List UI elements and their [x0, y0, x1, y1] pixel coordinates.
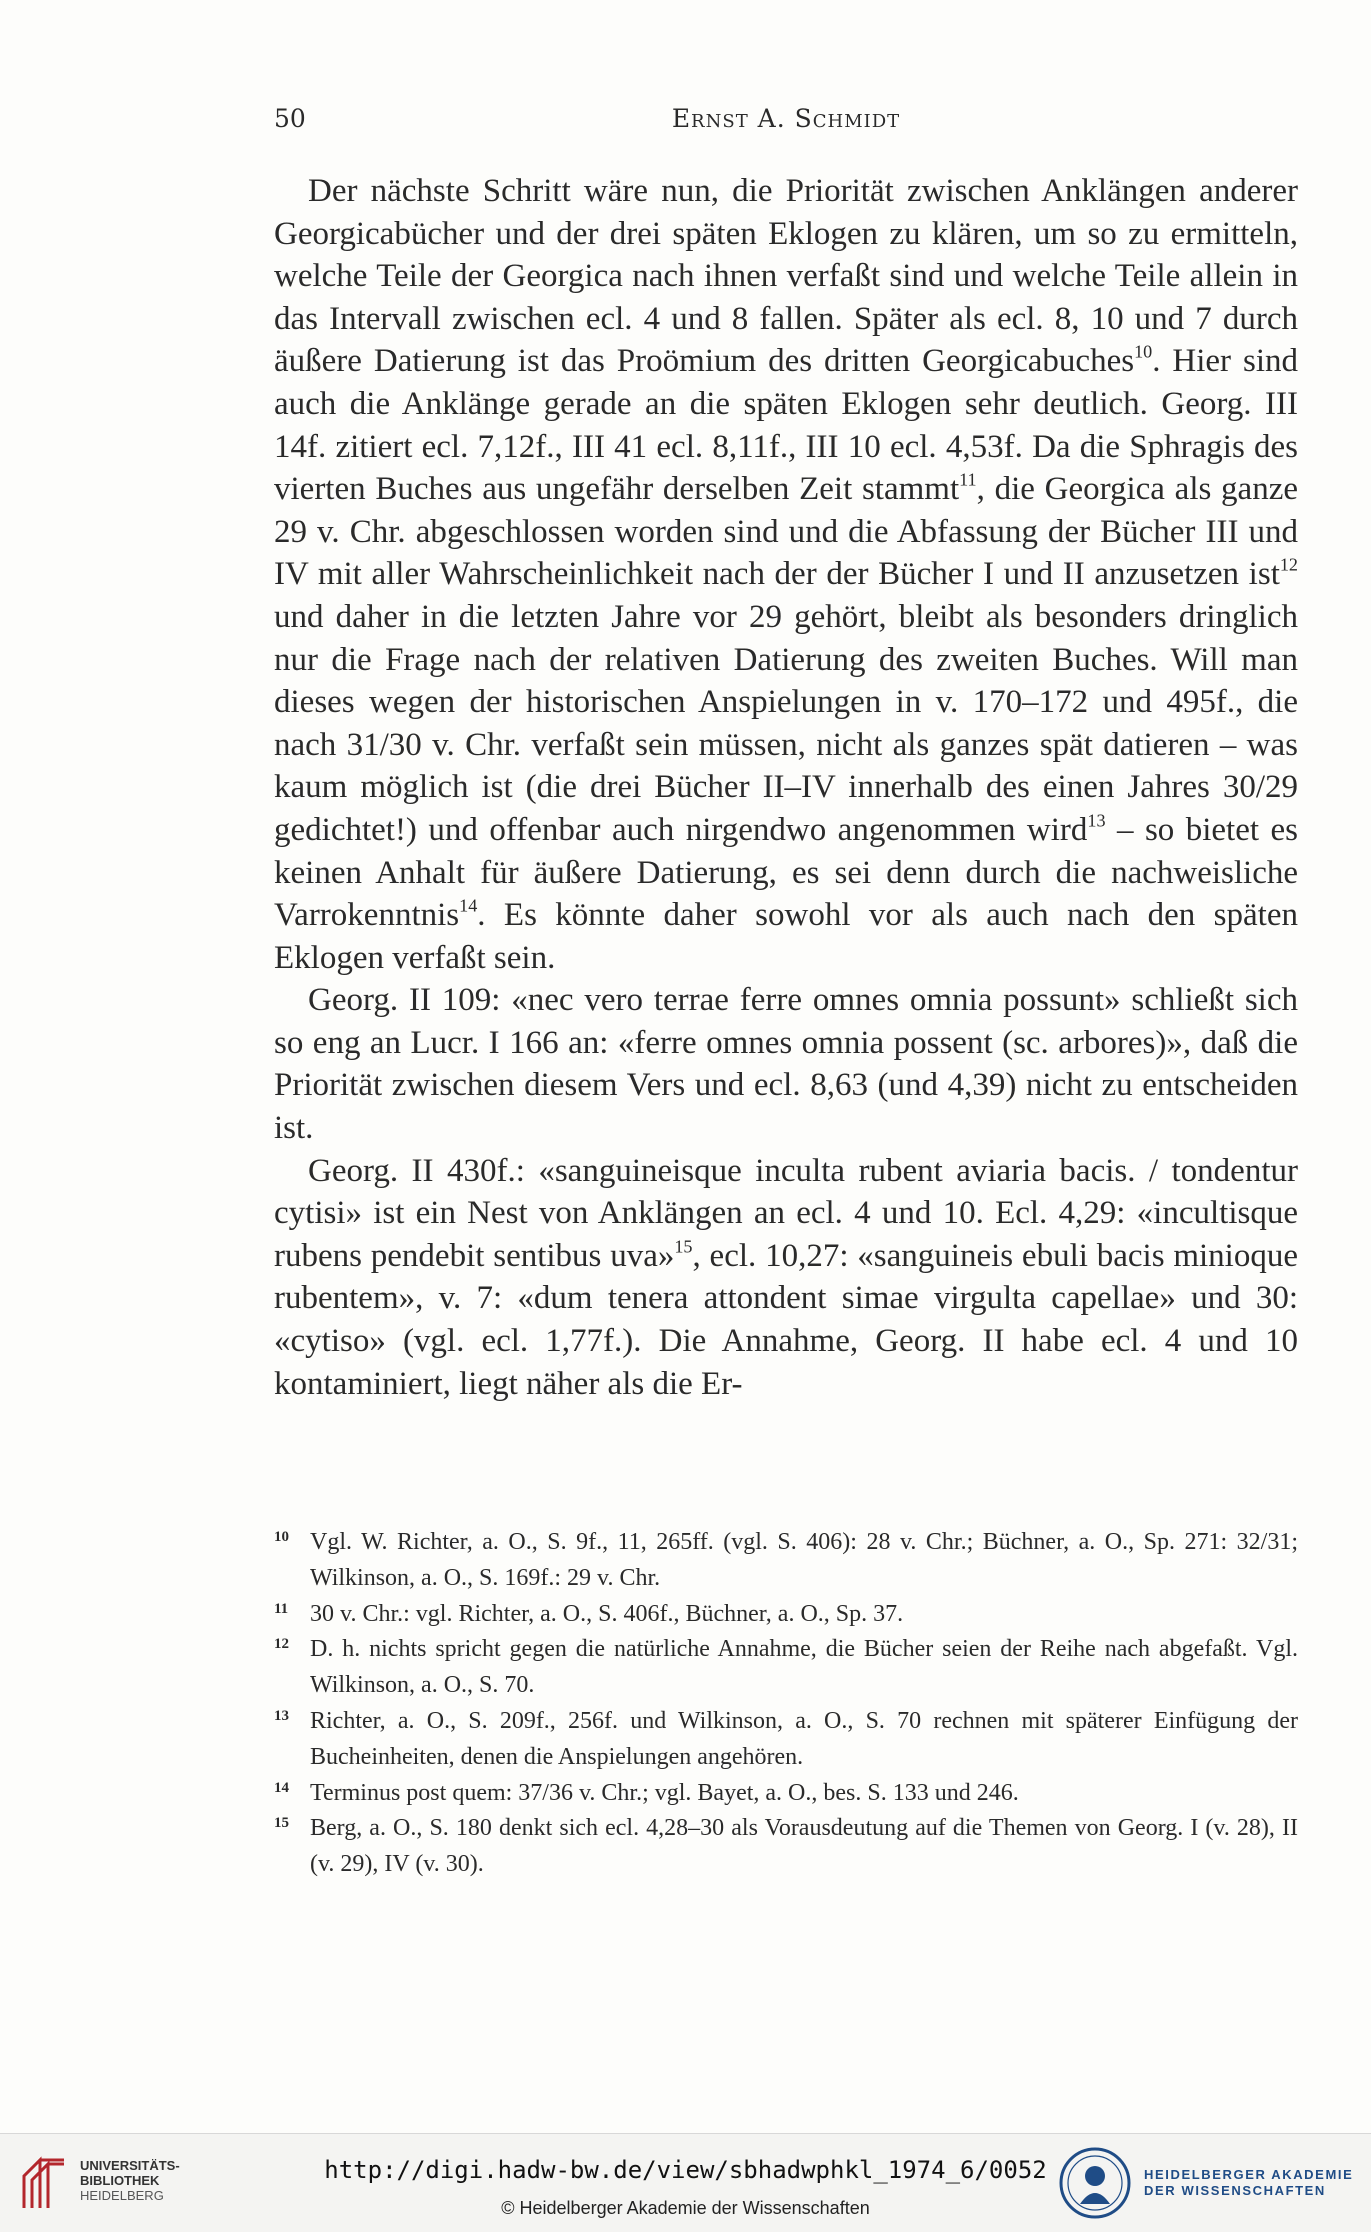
body-paragraph: [274, 979, 1298, 1149]
footnote: [274, 1776, 1298, 1812]
permalink[interactable]: http://digi.hadw-bw.de/view/sbhadwphkl_1974_6/0052: [324, 2156, 1047, 2184]
footnote-number: 11: [274, 1600, 289, 1617]
footnote-reference: 14: [459, 895, 478, 916]
text-run: Der nächste Schritt wäre nun, die Priorität zwischen Anklängen anderer Georgicabücher und der drei späten Eklogen zu klären, um so zu ermitteln, welche Teile der Georgica nach ihnen verfaßt sind und welche Teile allein in das Intervall zwischen ecl. 4 und 8 fallen. Später als ecl. 8, 10 und 7 durch äußere Datierung ist das Proömium des dritten Georgicabuches: [274, 173, 1298, 380]
footnote: [274, 1597, 1298, 1633]
body-paragraph: [274, 1150, 1298, 1406]
footnote-text: Berg, a. O., S. 180 denkt sich ecl. 4,28–30 als Vorausdeutung auf die Themen von Georg. I (v. 28), II (v. 29), IV (v. 30).: [310, 1815, 1298, 1878]
university-library-name: UNIVERSITÄTS- BIBLIOTHEK HEIDELBERG: [80, 2158, 180, 2203]
footnote-reference: 15: [674, 1236, 693, 1257]
copyright-notice: © Heidelberger Akademie der Wissenschaften: [501, 2198, 870, 2218]
footnote-text: 30 v. Chr.: vgl. Richter, a. O., S. 406f., Büchner, a. O., Sp. 37.: [310, 1600, 904, 1627]
footnote-text: D. h. nichts spricht gegen die natürliche Annahme, die Bücher seien der Reihe nach abgefaßt. Vgl. Wilkinson, a. O., S. 70.: [310, 1636, 1298, 1699]
text-run: Georg. II 430f.: «sanguineisque inculta rubent aviaria bacis. / tondentur cytisi» ist ein Nest von Anklängen an ecl. 4 und 10. Ecl. 4,29: «incultisque rubens pendebit sentibus uva»: [274, 1152, 1298, 1274]
footnote-text: Vgl. W. Richter, a. O., S. 9f., 11, 265ff. (vgl. S. 406): 28 v. Chr.; Büchner, a. O., Sp. 271: 32/31; Wilkinson, a. O., S. 169f.: 29 v. Chr.: [310, 1529, 1298, 1591]
footnote-number: 14: [274, 1779, 289, 1796]
running-title: Ernst A. Schmidt: [671, 104, 901, 133]
footnote-reference: 13: [1087, 810, 1106, 831]
footnote: [274, 1525, 1298, 1597]
academy-name: HEIDELBERGER AKADEMIE DER WISSENSCHAFTEN: [1144, 2167, 1354, 2198]
footnote-reference: 10: [1134, 341, 1153, 362]
footnote-number: 13: [274, 1707, 289, 1724]
text-run: . Hier sind auch die Anklänge gerade an die späten Eklogen sehr deutlich. Georg. III 14f. zitiert ecl. 7,12f., III 41 ecl. 8,11f., III 10 ecl. 4,53f. Da die Sphragis des vierten Buches aus ungefähr derselben Zeit stammt: [274, 343, 1298, 508]
footnote-text: Terminus post quem: 37/36 v. Chr.; vgl. Bayet, a. O., bes. S. 133 und 246.: [310, 1779, 1019, 1806]
footnote-number: 12: [274, 1636, 289, 1653]
footnote-number: 15: [274, 1815, 289, 1832]
text-run: , ecl. 10,27: «sanguineis ebuli bacis minioque rubentem», v. 7: «dum tenera attondent simae virgulta capellae» und 30: «cytiso» (vgl. ecl. 1,77f.). Die Annahme, Georg. II habe ecl. 4 und 10 kontaminiert, liegt näher als die Er-: [274, 1237, 1298, 1402]
text-run: und daher in die letzten Jahre vor 29 gehört, bleibt als besonders dringlich nur die Frage nach der relativen Datierung des zweiten Buches. Will man dieses wegen der historischen Anspielungen in v. 170–172 und 495f., die nach 31/30 v. Chr. verfaßt sein müssen, nicht als ganzes spät datieren – was kaum möglich ist (die drei Bücher II–IV innerhalb des einen Jahres 30/29 gedichtet!) und offenbar auch nirgendwo angenommen wird: [274, 598, 1298, 848]
footnote-reference: 12: [1279, 554, 1298, 575]
body-paragraph: [274, 170, 1298, 979]
footnote-text: Richter, a. O., S. 209f., 256f. und Wilkinson, a. O., S. 70 rechnen mit späterer Einfügung der Bucheinheiten, denen die Anspielungen angehören.: [310, 1707, 1298, 1770]
footnote-reference: 11: [959, 469, 977, 490]
viewer-footer: [0, 2133, 1371, 2232]
footnote: [274, 1704, 1298, 1776]
text-run: – so bietet es keinen Anhalt für äußere Datierung, es sei denn durch die nachweisliche Varrokenntnis: [274, 811, 1298, 934]
footnote: [274, 1632, 1298, 1704]
footnote: [274, 1811, 1298, 1883]
academy-seal-icon: [1058, 2146, 1132, 2220]
page-number: 50: [274, 104, 306, 133]
text-run: Georg. II 109: «nec vero terrae ferre omnes omnia possunt» schließt sich so eng an Lucr. I 166 an: «ferre omnes omnia possent (sc. arbores)», daß die Priorität zwischen diesem Vers und ecl. 8,63 (und 4,39) nicht zu entscheiden ist.: [274, 982, 1298, 1147]
text-run: . Es könnte daher sowohl vor als auch nach den späten Eklogen verfaßt sein.: [274, 897, 1298, 976]
footnote-number: 10: [274, 1529, 289, 1545]
text-run: , die Georgica als ganze 29 v. Chr. abgeschlossen worden sind und die Abfassung der Bücher III und IV mit aller Wahrscheinlichkeit nach der der Bücher I und II anzusetzen ist: [274, 471, 1298, 593]
footnotes: [274, 1525, 1298, 1883]
main-text: [274, 170, 1298, 1405]
page-header: [274, 104, 1298, 144]
